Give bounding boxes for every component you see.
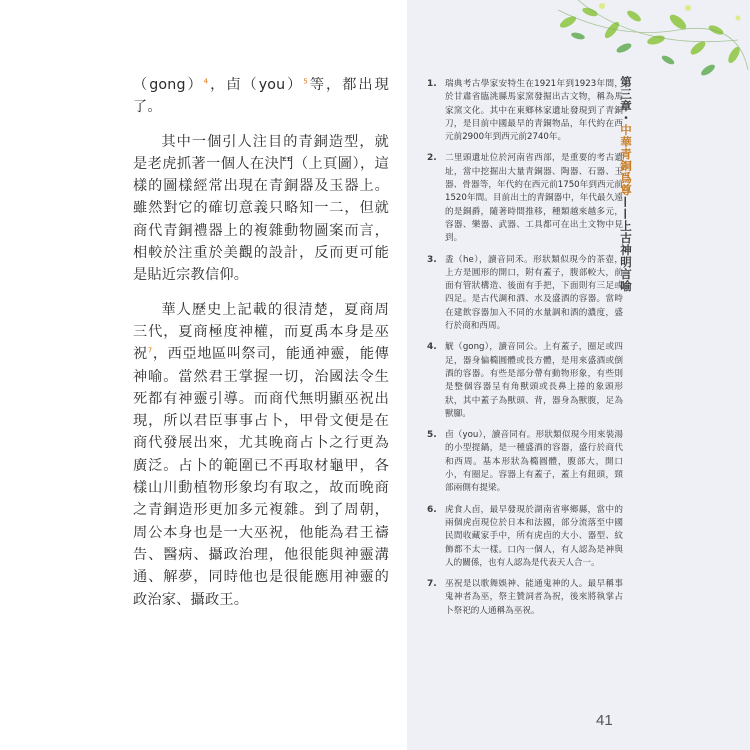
footnote-item [423, 254, 623, 334]
footnote-item [423, 152, 623, 245]
paragraph-text: ，卣（you） [208, 77, 304, 93]
body-paragraph [133, 131, 389, 287]
footnote-item [423, 429, 623, 495]
footnote-number: 6. [427, 504, 437, 515]
paragraph-text: ，西亞地區叫祭司，能通神靈，能傳神喻。當然君王掌握一切，治國法令生死都有神靈引導。而商代無明顯巫祝出現，所以君臣事事占卜，甲骨文便是在商代發展出來，尤其晚商占卜之行更為廣泛。占卜的範圍已不再取材龜甲，各樣山川動植物形象均有取之，故而晚商之青銅造形更加多元複雜。到了周朝，周公本身也是一大巫祝，他能為君王禱告、醫病、攝政治理，他很能與神靈溝通、解夢，同時他也是很能應用神靈的政治家、攝政王。 [133, 346, 390, 608]
chapter-title-part2: 中華青銅爲尊 [619, 124, 633, 196]
leaf-decoration-icon [538, 0, 750, 80]
paragraph-text: 華人歷史上記載的很清楚，夏商周三代，夏商極度神權，而夏禹本身是巫祝 [133, 301, 389, 363]
footnote-text: 觥（gong），讀音同公。上有蓋子，圈足或四足，器身偏橢圓體或長方體，是用來盛酒或倒酒的容器。有些是部分帶有動物形象，有些則是整個容器呈有角獸頭或長鼻上捲的象頭形狀，其中蓋子為獸頭、背，器身為獸腹，足為獸腳。 [445, 342, 623, 419]
footnote-reference[interactable]: 4 [203, 77, 209, 86]
body-paragraph [133, 299, 389, 611]
footnote-number: 1. [427, 79, 437, 89]
chapter-title-part3: ——上古神明言喻 [619, 196, 633, 292]
footnote-item [423, 341, 623, 421]
footnote-reference[interactable]: 5 [303, 77, 309, 86]
footnote-reference[interactable]: 7 [147, 346, 153, 355]
footnote-item [423, 578, 623, 618]
footnote-text: 二里頭遺址位於河南省西部，是重要的考古遺址，當中挖掘出大量青銅器、陶器、石器、玉器、骨器等，年代約在西元前1750年到西元前1520年間。目前出土的青銅器中，年代最久遠的是銅爵，隨著時間推移，種類越來越多元，容器、樂器、武器、工具都可在出土文物中見到。 [445, 153, 623, 244]
footnotes-list [423, 78, 623, 626]
paragraph-text: 其中一個引人注目的青銅造型，就是老虎抓著一個人在決鬥（上頁圖），這樣的圖樣經常出現在青銅器及玉器上。雖然對它的確切意義只略知一二，但就商代青銅禮器上的複雜動物圖案而言，相較於注重於美觀的設計，反而更可能是貼近宗教信仰。 [133, 133, 389, 284]
footnote-number: 2. [427, 153, 437, 164]
paragraph-text: （gong） [133, 77, 204, 93]
main-text-column [133, 74, 389, 611]
footnote-text: 瑞典考古學家安特生在1921年到1923年間，於甘肅省臨洮縣馬家窯發掘出古文物，稱為馬家窯文化。其中在東鄉林家遺址發現到了青銅刀，是目前中國最早的青銅物品，年代約在西元前2900年到西元前2740年。 [445, 79, 623, 143]
footnotes-panel [407, 0, 750, 750]
footnote-text: 巫祝是以歌舞娛神、能通鬼神的人。最早稱事鬼神者為巫，祭主贊詞者為祝，後來將執掌占卜祭祀的人通稱為巫祝。 [445, 579, 623, 616]
footnote-text: 盉（he），讀音同禾。形狀類似現今的茶壺，上方是圓形的開口，附有蓋子，腹部較大，前面有管狀構造、後面有手把，下面則有三足或四足。是古代調和酒、水及盛酒的容器。當時在建飲容器加入不同的水量調和酒的濃度，盛行於商和西周。 [445, 254, 623, 332]
page-number: 41 [596, 712, 613, 729]
footnote-item [423, 504, 623, 570]
body-paragraph [133, 74, 389, 119]
footnote-item [423, 78, 623, 144]
footnote-text: 虎食人卣，最早發現於湖南省寧鄉縣，當中的兩個虎卣現位於日本和法國，部分流落至中國民間收藏家手中，所有虎卣的大小、器型、紋飾都不太一樣。口內一個人，有人認為是神與人的關係，也有人認為是代表天人合一。 [445, 504, 623, 568]
footnote-number: 4. [427, 342, 437, 353]
footnote-number: 5. [427, 430, 437, 441]
chapter-title-part1: 第三章・ [619, 76, 633, 124]
footnote-number: 7. [427, 579, 437, 590]
footnote-text: 卣（you），讀音同有。形狀類似現今用來裝湯的小型提鍋，是一種盛酒的容器，盛行於商代和西周。基本形狀為橢圓體，腹部大，開口小，有圈足。容器上有蓋子，蓋上有鈕頭，頸部兩側有提梁。 [445, 430, 623, 494]
footnote-number: 3. [427, 254, 437, 265]
chapter-title-vertical [619, 76, 633, 292]
paragraph-text: 等，都出現了。 [133, 77, 389, 116]
